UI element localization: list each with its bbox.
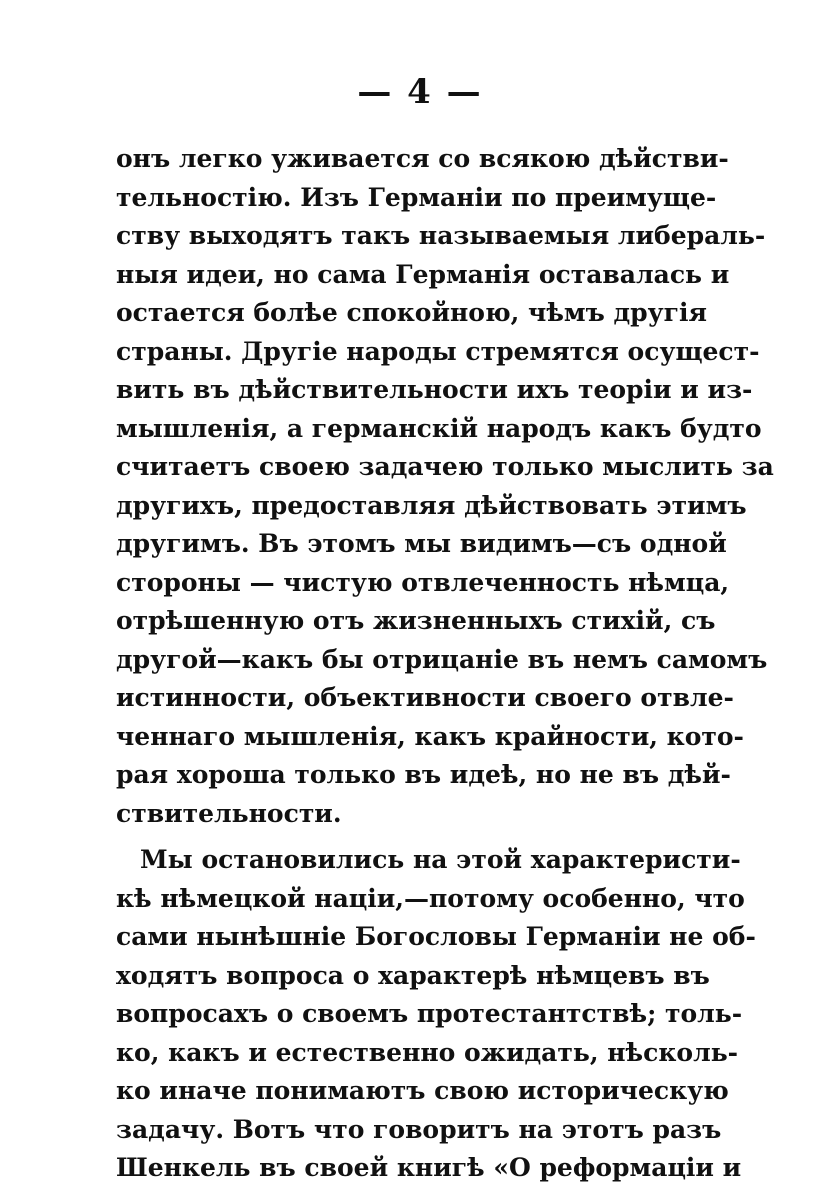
text-line: ныя идеи, но сама Германія оставалась и [116, 259, 730, 289]
text-line: ходятъ вопроса о характерѣ нѣмцевъ въ [116, 960, 710, 990]
paragraph [116, 140, 774, 833]
text-line: Мы остановились на этой характеристи- [140, 845, 741, 874]
text-line: вопросахъ о своемъ протестантствѣ; толь- [116, 999, 743, 1028]
text-line: рая хороша только въ идеѣ, но не въ дѣй- [116, 760, 731, 789]
text-line: сами нынѣшніе Богословы Германіи не об- [116, 922, 756, 951]
text-line: мышленія, а германскій народъ какъ будто [116, 413, 762, 443]
page-number: — 4 — [357, 72, 483, 112]
text-line: страны. Другіе народы стремятся осущест- [116, 336, 760, 366]
text-line: другихъ, предоставляя дѣйствовать этимъ [116, 490, 747, 520]
text-line: другой—какъ бы отрицаніе въ немъ самомъ [116, 644, 768, 674]
paragraph [116, 841, 756, 1188]
text-line: другимъ. Въ этомъ мы видимъ—съ одной [116, 529, 727, 558]
text-line: остается болѣе спокойною, чѣмъ другія [116, 298, 707, 327]
text-line: задачу. Вотъ что говоритъ на этотъ разъ [116, 1114, 722, 1144]
body-text [116, 140, 774, 1188]
text-line: ченнаго мышленія, какъ крайности, кото- [116, 721, 744, 751]
text-line: ствительности. [116, 798, 342, 828]
text-line: стороны — чистую отвлеченность нѣмца, [116, 567, 730, 597]
text-line: ко, какъ и естественно ожидать, нѣсколь- [116, 1037, 739, 1067]
text-line: ко иначе понимаютъ свою историческую [116, 1076, 729, 1105]
text-line: считаетъ своею задачею только мыслить за [116, 452, 774, 481]
paragraph-gap [116, 833, 700, 841]
text-line: кѣ нѣмецкой націи,—потому особенно, что [116, 883, 745, 913]
text-line: истинности, объективности своего отвле- [116, 683, 734, 712]
text-line: вить въ дѣйствительности ихъ теоріи и из- [116, 375, 753, 404]
text-line: отрѣшенную отъ жизненныхъ стихій, съ [116, 606, 716, 635]
text-line: онъ легко уживается со всякою дѣйстви- [116, 144, 729, 173]
text-line: Шенкель въ своей книгѣ «О реформаціи и [116, 1153, 742, 1182]
text-line: ству выходятъ такъ называемыя либераль- [116, 221, 766, 250]
text-line: тельностію. Изъ Германіи по преимуще- [116, 182, 717, 212]
